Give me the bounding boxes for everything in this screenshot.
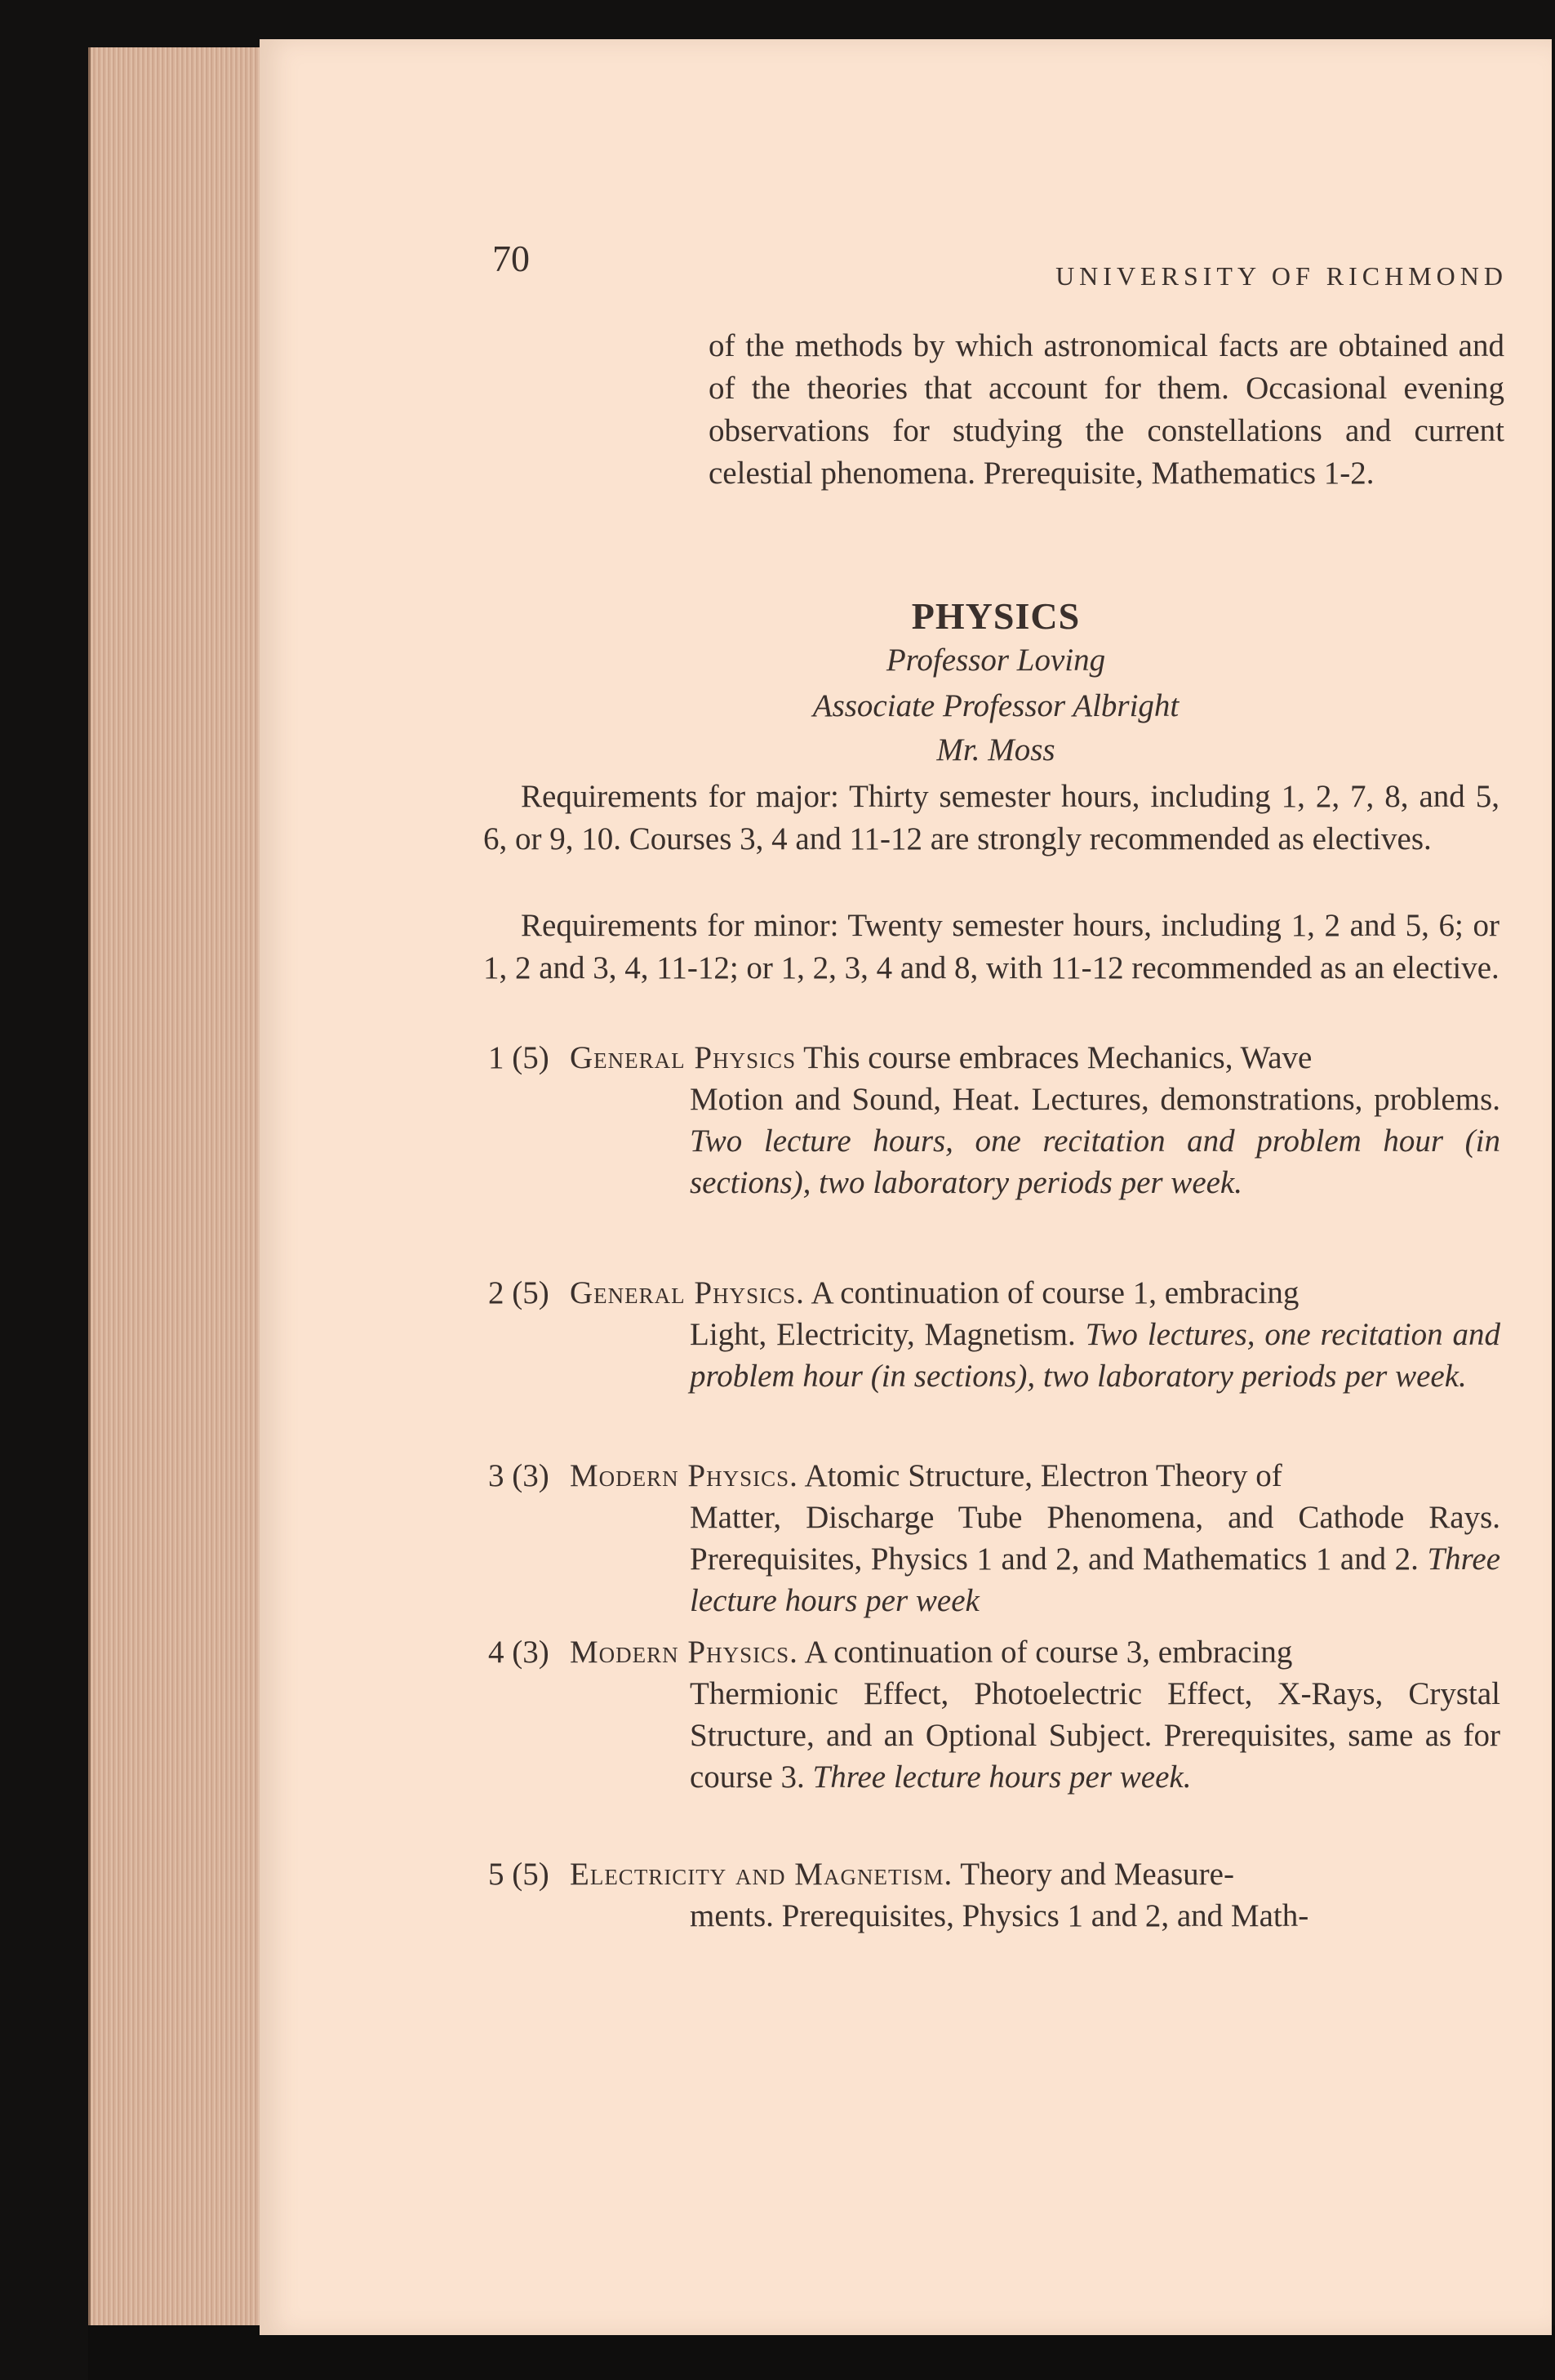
course-schedule: Two lectures, one recitation and problem hour (in sections), two laboratory periods per week.: [690, 1317, 1501, 1394]
minor-requirements: Requirements for minor: Twenty semester hours, including 1, 2 and 5, 6; or 1, 2 and 3, 4, 11-12; or 1, 2, 3, 4 and 8, with 11-12 recommended as an elective.: [483, 908, 1499, 985]
intro-paragraph: of the methods by which astronomical facts are obtained and of the theories that account for them. Occasional evening observations for studying the constellations and current celestial phenomena. Prerequisite, Mathematics 1-2.: [709, 328, 1504, 491]
course-description: Matter, Discharge Tube Phenomena, and Cathode Rays. Prerequisites, Physics 1 and 2, and Mathematics 1 and 2.: [690, 1500, 1500, 1577]
course-number: 1 (5): [488, 1040, 549, 1075]
course-description: ments. Prerequisites, Physics 1 and 2, and Math-: [690, 1898, 1309, 1933]
course-title: General Physics.: [570, 1275, 805, 1310]
course-number: 2 (5): [488, 1275, 549, 1310]
course-title: General Physics: [570, 1040, 797, 1075]
course-entry: [488, 1272, 1500, 1397]
course-entry: [488, 1853, 1500, 1937]
page-number: 70: [492, 238, 530, 279]
course-schedule: Two lecture hours, one recitation and problem hour (in sections), two laboratory periods per week.: [690, 1123, 1500, 1200]
faculty-member: Mr. Moss: [936, 732, 1055, 767]
course-description: Motion and Sound, Heat. Lectures, demonstrations, problems.: [690, 1082, 1500, 1117]
faculty-member: Associate Professor Albright: [812, 688, 1180, 723]
course-title: Modern Physics.: [570, 1635, 798, 1670]
page-stack-edge: [88, 47, 270, 2325]
course-number: 3 (3): [488, 1458, 549, 1493]
course-description: This course embraces Mechanics, Wave: [803, 1040, 1313, 1075]
course-description: A continuation of course 1, embracing: [811, 1275, 1300, 1310]
running-head: UNIVERSITY OF RICHMOND: [1055, 261, 1508, 291]
course-entry: [488, 1455, 1500, 1622]
course-title: Electricity and Magnetism.: [570, 1857, 953, 1892]
course-number: 5 (5): [488, 1857, 549, 1892]
section-title: PHYSICS: [911, 595, 1081, 637]
course-number: 4 (3): [488, 1635, 549, 1670]
course-description: Theory and Measure-: [960, 1857, 1234, 1892]
course-entry: [488, 1037, 1500, 1203]
course-schedule: Three lecture hours per week.: [812, 1759, 1192, 1795]
course-schedule: Three lecture hours per week: [690, 1541, 1501, 1618]
course-title: Modern Physics.: [570, 1458, 798, 1493]
course-description: Atomic Structure, Electron Theory of: [804, 1458, 1282, 1493]
course-description: A continuation of course 3, embracing: [804, 1635, 1293, 1670]
faculty-member: Professor Loving: [886, 643, 1106, 678]
major-requirements: Requirements for major: Thirty semester hours, including 1, 2, 7, 8, and 5, 6, or 9, 10. Courses 3, 4 and 11-12 are strongly recommended as electives.: [483, 779, 1499, 856]
course-entry: [488, 1631, 1500, 1798]
course-description: Thermionic Effect, Photoelectric Effect, X-Rays, Crystal Structure, and an Optional Subject. Prerequisites, same as for course 3.: [690, 1676, 1500, 1795]
course-description: Light, Electricity, Magnetism.: [690, 1317, 1076, 1352]
